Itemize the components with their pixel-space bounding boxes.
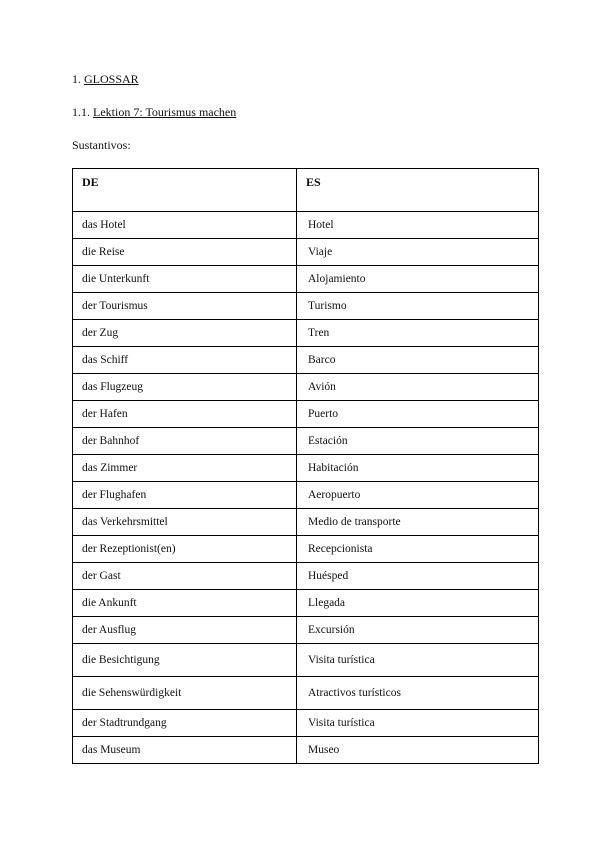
table-row [73,590,539,617]
section-number: 1. [72,72,81,86]
table-row [73,710,539,737]
spanish-term: Recepcionista [297,536,539,563]
table-row [73,266,539,293]
table-row [73,509,539,536]
german-term: das Verkehrsmittel [73,509,297,536]
german-term: der Flughafen [73,482,297,509]
german-term: die Unterkunft [73,266,297,293]
spanish-term: Huésped [297,563,539,590]
table-row [73,347,539,374]
glossary-table [72,168,539,764]
spanish-term: Aeropuerto [297,482,539,509]
german-term: das Hotel [73,212,297,239]
spanish-term: Visita turística [297,710,539,737]
german-term: der Stadtrundgang [73,710,297,737]
table-header-row [73,169,539,212]
german-term: der Zug [73,320,297,347]
german-term: der Ausflug [73,617,297,644]
spanish-term: Hotel [297,212,539,239]
german-term: die Ankunft [73,590,297,617]
column-header-es: ES [297,169,539,212]
german-term: das Flugzeug [73,374,297,401]
german-term: die Sehenswürdigkeit [73,677,297,710]
table-row [73,536,539,563]
german-term: der Bahnhof [73,428,297,455]
subsection-title: Lektion 7: Tourismus machen [93,105,237,119]
column-header-de: DE [73,169,297,212]
spanish-term: Excursión [297,617,539,644]
table-row [73,401,539,428]
spanish-term: Estación [297,428,539,455]
spanish-term: Tren [297,320,539,347]
table-row [73,239,539,266]
spanish-term: Medio de transporte [297,509,539,536]
german-term: der Hafen [73,401,297,428]
spanish-term: Habitación [297,455,539,482]
table-row [73,428,539,455]
subsection-heading [72,105,236,120]
table-row [73,563,539,590]
german-term: die Besichtigung [73,644,297,677]
table-row [73,737,539,764]
table-row [73,320,539,347]
category-label: Sustantivos: [72,138,131,152]
spanish-term: Turismo [297,293,539,320]
german-term: das Zimmer [73,455,297,482]
spanish-term: Visita turística [297,644,539,677]
section-title: GLOSSAR [84,72,139,86]
table-row [73,212,539,239]
spanish-term: Museo [297,737,539,764]
spanish-term: Llegada [297,590,539,617]
german-term: der Rezeptionist(en) [73,536,297,563]
table-row [73,374,539,401]
german-term: das Museum [73,737,297,764]
table-row [73,482,539,509]
german-term: der Gast [73,563,297,590]
spanish-term: Viaje [297,239,539,266]
german-term: der Tourismus [73,293,297,320]
spanish-term: Alojamiento [297,266,539,293]
table-row [73,644,539,677]
spanish-term: Atractivos turísticos [297,677,539,710]
table-row [73,455,539,482]
section-heading [72,72,139,87]
table-row [73,677,539,710]
spanish-term: Barco [297,347,539,374]
table-row [73,617,539,644]
subsection-number: 1.1. [72,105,90,119]
spanish-term: Avión [297,374,539,401]
german-term: das Schiff [73,347,297,374]
spanish-term: Puerto [297,401,539,428]
german-term: die Reise [73,239,297,266]
table-row [73,293,539,320]
